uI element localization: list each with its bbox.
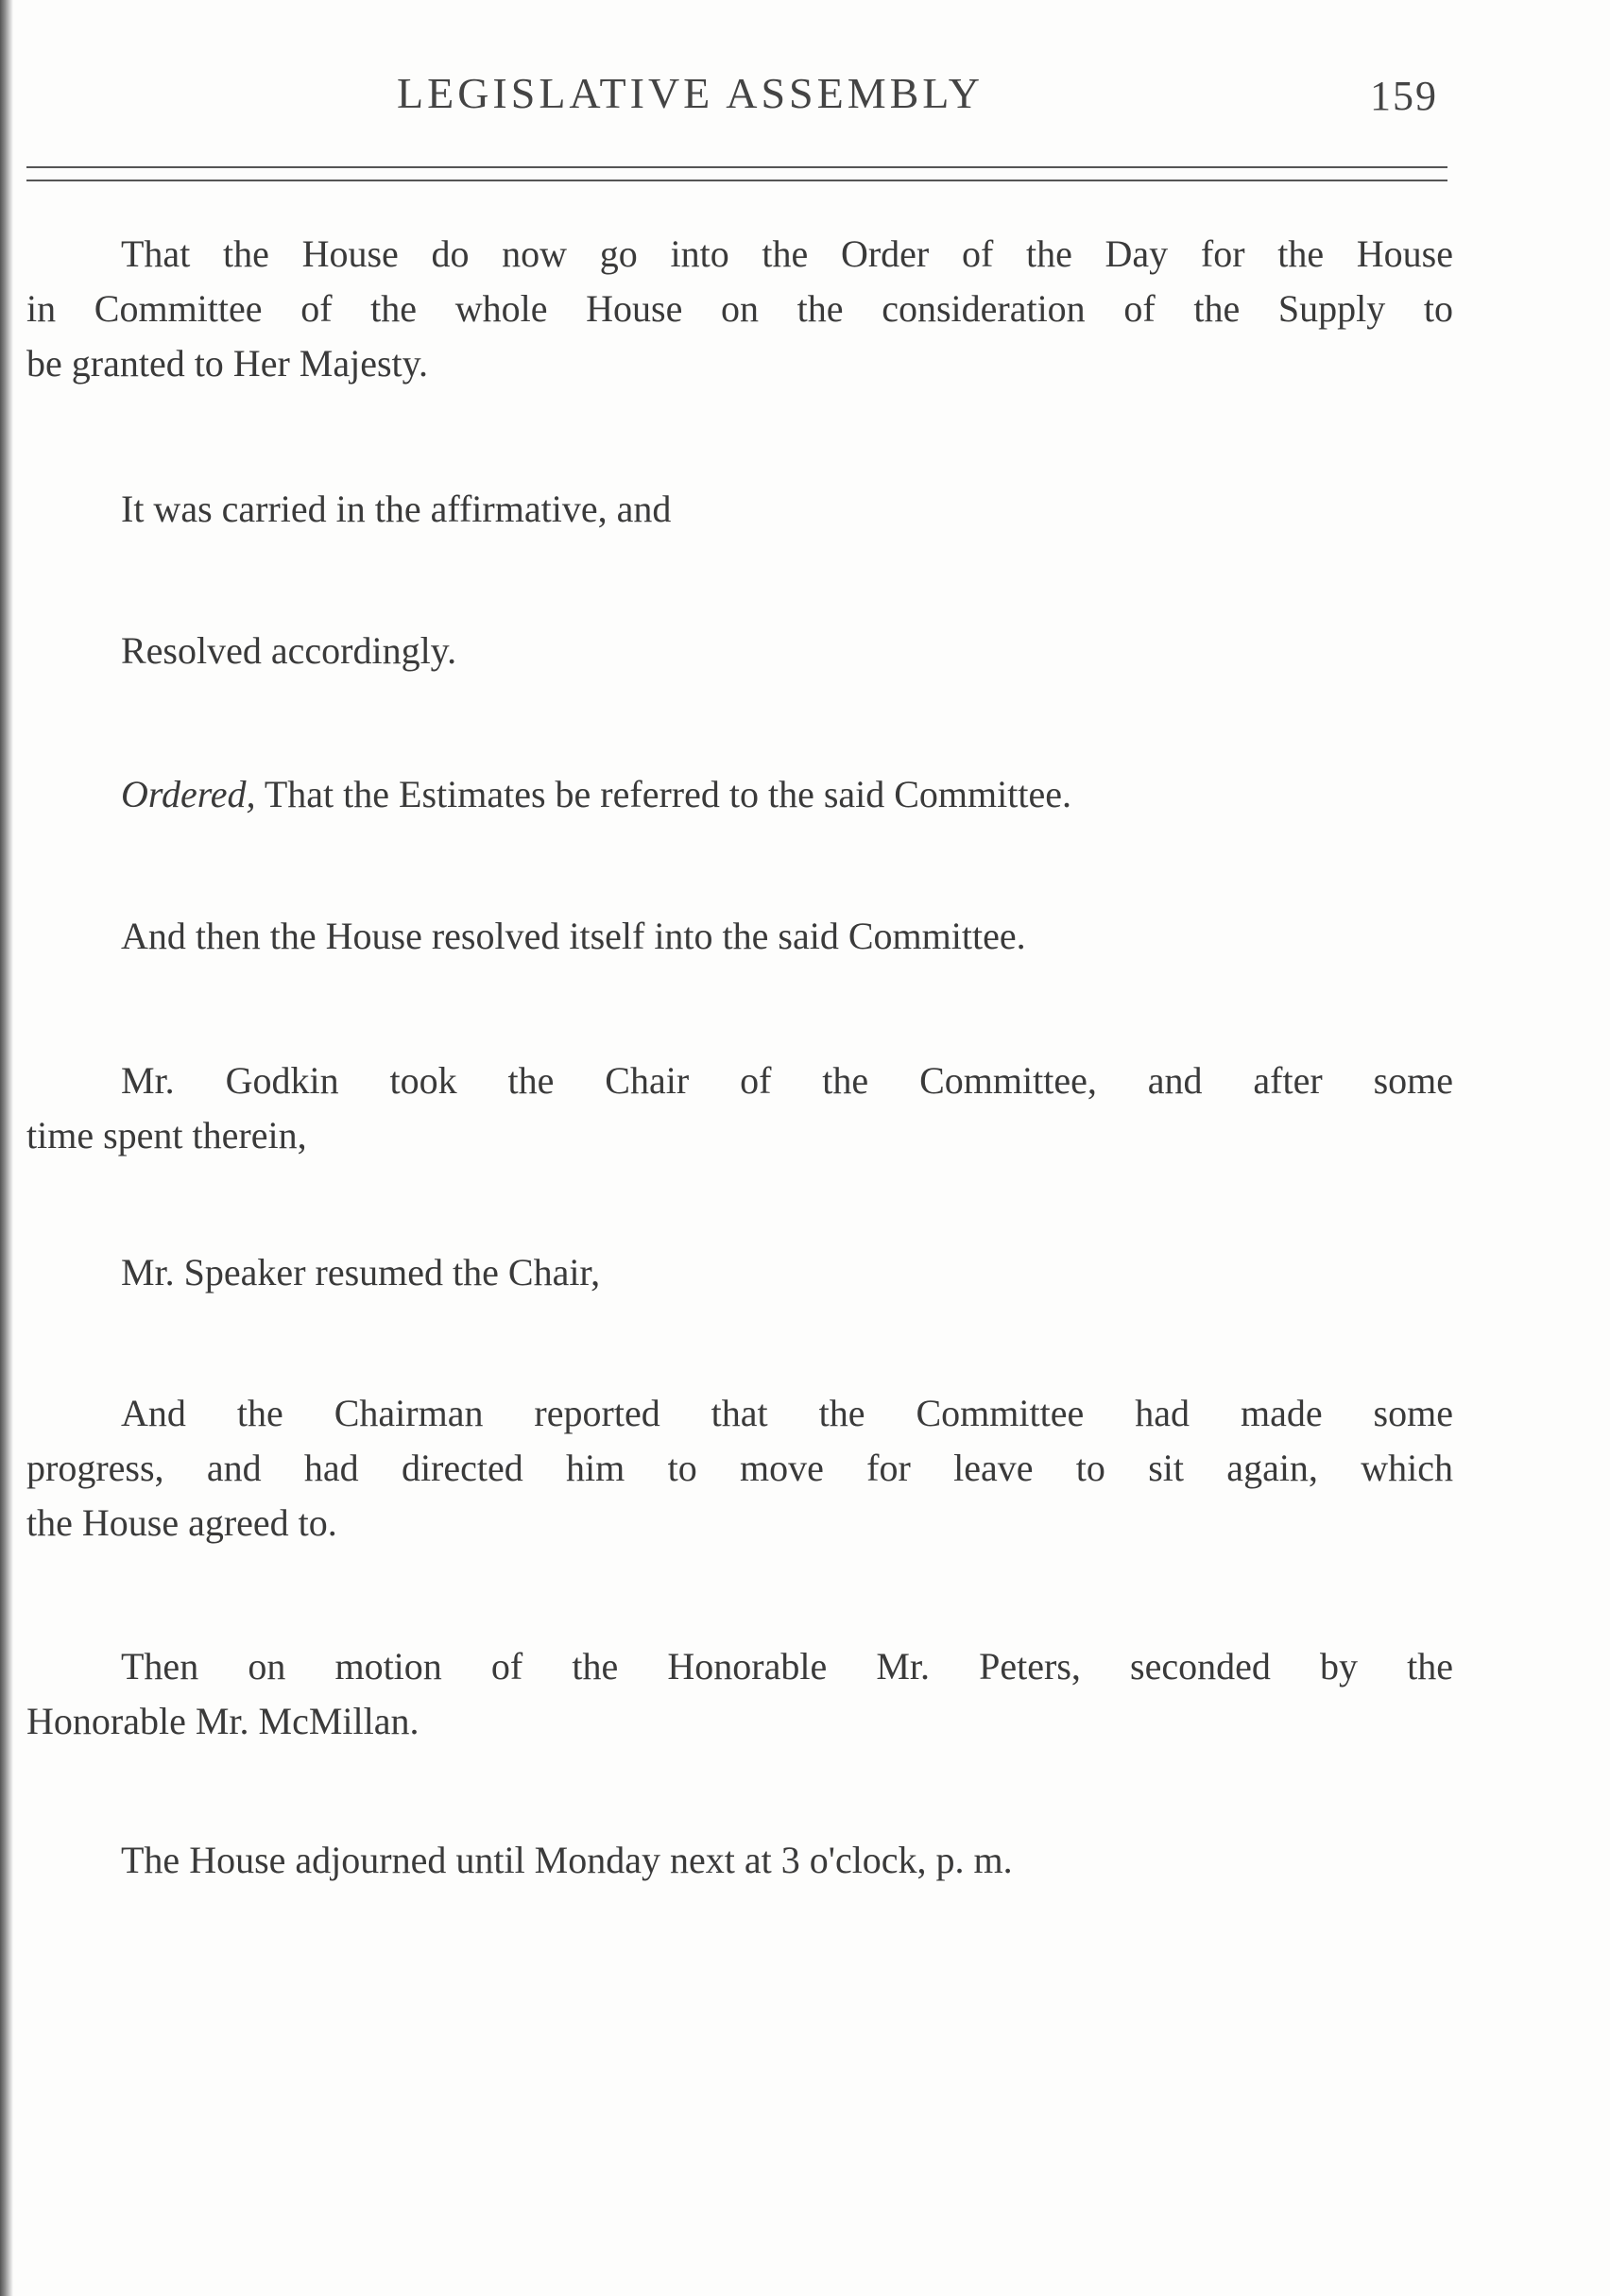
paragraph-line: Then on motion of the Honorable Mr. Peters, seconded by the xyxy=(121,1645,1453,1688)
paragraph-ordered xyxy=(26,767,1453,822)
paragraph-line: Mr. Speaker resumed the Chair, xyxy=(121,1251,601,1294)
running-head xyxy=(0,68,1610,125)
italic-lead: Ordered, xyxy=(121,773,256,815)
paragraph-chair xyxy=(26,1054,1453,1163)
paragraph-line: the House agreed to. xyxy=(26,1501,337,1544)
paragraph-line: That the House do now go into the Order of the Day for the House xyxy=(121,232,1453,275)
paragraph-line: Resolved accordingly. xyxy=(121,629,457,672)
paragraph-line: And then the House resolved itself into the said Committee. xyxy=(121,915,1026,957)
paragraph-line: And the Chairman reported that the Committee had made some xyxy=(121,1392,1453,1434)
page-number: 159 xyxy=(1370,73,1438,119)
paragraph-report xyxy=(26,1386,1453,1551)
paragraph-adjourned xyxy=(26,1833,1453,1888)
paragraph-carried xyxy=(26,482,1453,537)
running-title: LEGISLATIVE ASSEMBLY xyxy=(397,69,985,117)
paragraph-line: progress, and had directed him to move for leave to sit again, which xyxy=(26,1447,1453,1489)
paragraph-line: in Committee of the whole House on the consideration of the Supply to xyxy=(26,287,1453,330)
paragraph-line: The House adjourned until Monday next at 3 o'clock, p. m. xyxy=(121,1839,1013,1881)
header-rule-bottom xyxy=(26,180,1447,181)
paragraph-motion xyxy=(26,227,1453,391)
paragraph-motion-peters xyxy=(26,1639,1453,1749)
paragraph-resolved-committee xyxy=(26,909,1453,964)
paragraph-speaker xyxy=(26,1245,1453,1300)
header-rule-top xyxy=(26,166,1447,168)
paragraph-resolved xyxy=(26,624,1453,678)
paragraph-line: It was carried in the affirmative, and xyxy=(121,488,672,530)
paragraph-line: Mr. Godkin took the Chair of the Committee, and after some xyxy=(121,1059,1453,1102)
paragraph-line: time spent therein, xyxy=(26,1114,307,1157)
page-spine-shadow xyxy=(0,0,13,2296)
paragraph-line xyxy=(26,767,1453,822)
paragraph-line: Honorable Mr. McMillan. xyxy=(26,1700,420,1742)
paragraph-line: be granted to Her Majesty. xyxy=(26,342,429,385)
paragraph-text: That the Estimates be referred to the said Committee. xyxy=(264,773,1072,815)
